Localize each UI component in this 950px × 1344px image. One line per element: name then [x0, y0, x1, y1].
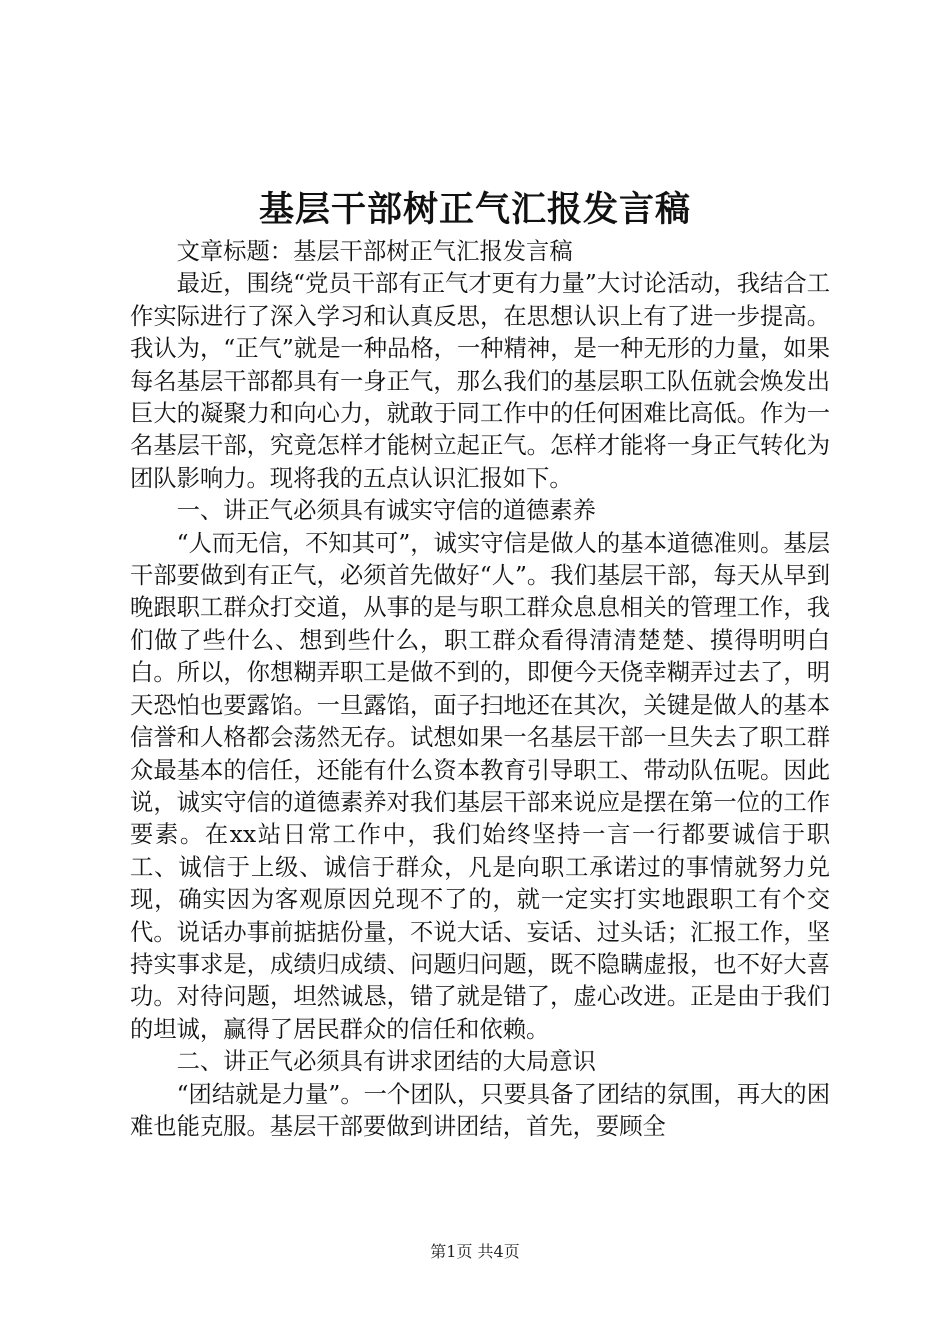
document-body: [130, 236, 830, 1143]
document-title: 基层干部树正气汇报发言稿: [258, 189, 691, 230]
section-heading-1: 一、讲正气必须具有诚实守信的道德素养: [176, 497, 596, 525]
page-number-footer: 第1页 共4页: [430, 1242, 520, 1261]
intro-paragraph: 最近，围绕“党员干部有正气才更有力量”大讨论活动，我结合工作实际进行了深入学习和认真反思，在思想认识上有了进一步提高。我认为，“正气”就是一种品格，一种精神，是一种无形的力量，如果每名基层干部都具有一身正气，那么我们的基层职工队伍就会焕发出巨大的凝聚力和向心力，就敢于同工作中的任何困难比高低。作为一名基层干部，究竟怎样才能树立起正气。怎样才能将一身正气转化为团队影响力。现将我的五点认识汇报如下。: [130, 270, 830, 492]
section-1-paragraph: “人而无信，不知其可”，诚实守信是做人的基本道德准则。基层干部要做到有正气，必须首先做好“人”。我们基层干部，每天从早到晚跟职工群众打交道，从事的是与职工群众息息相关的管理工作，我们做了些什么、想到些什么，职工群众看得清清楚楚、摸得明明白白。所以，你想糊弄职工是做不到的，即便今天侥幸糊弄过去了，明天恐怕也要露馅。一旦露馅，面子扫地还在其次，关键是做人的基本信誉和人格都会荡然无存。试想如果一名基层干部一旦失去了职工群众最基本的信任，还能有什么资本教育引导职工、带动队伍呢。因此说，诚实守信的道德素养对我们基层干部来说应是摆在第一位的工作要素。在xx站日常工作中，我们始终坚持一言一行都要诚信于职工、诚信于上级、诚信于群众，凡是向职工承诺过的事情就努力兑现，确实因为客观原因兑现不了的，就一定实打实地跟职工有个交代。说话办事前掂掂份量，不说大话、妄话、过头话；汇报工作，坚持实事求是，成绩归成绩、问题归问题，既不隐瞒虚报，也不好大喜功。对待问题，坦然诚恳，错了就是错了，虚心改进。正是由于我们的坦诚，赢得了居民群众的信任和依赖。: [130, 529, 830, 1043]
section-2-paragraph: “团结就是力量”。一个团队，只要具备了团结的氛围，再大的困难也能克服。基层干部要做到讲团结，首先，要顾全: [130, 1080, 830, 1140]
section-heading-2: 二、讲正气必须具有讲求团结的大局意识: [176, 1048, 596, 1076]
article-heading-line: 文章标题：基层干部树正气汇报发言稿: [176, 238, 573, 265]
